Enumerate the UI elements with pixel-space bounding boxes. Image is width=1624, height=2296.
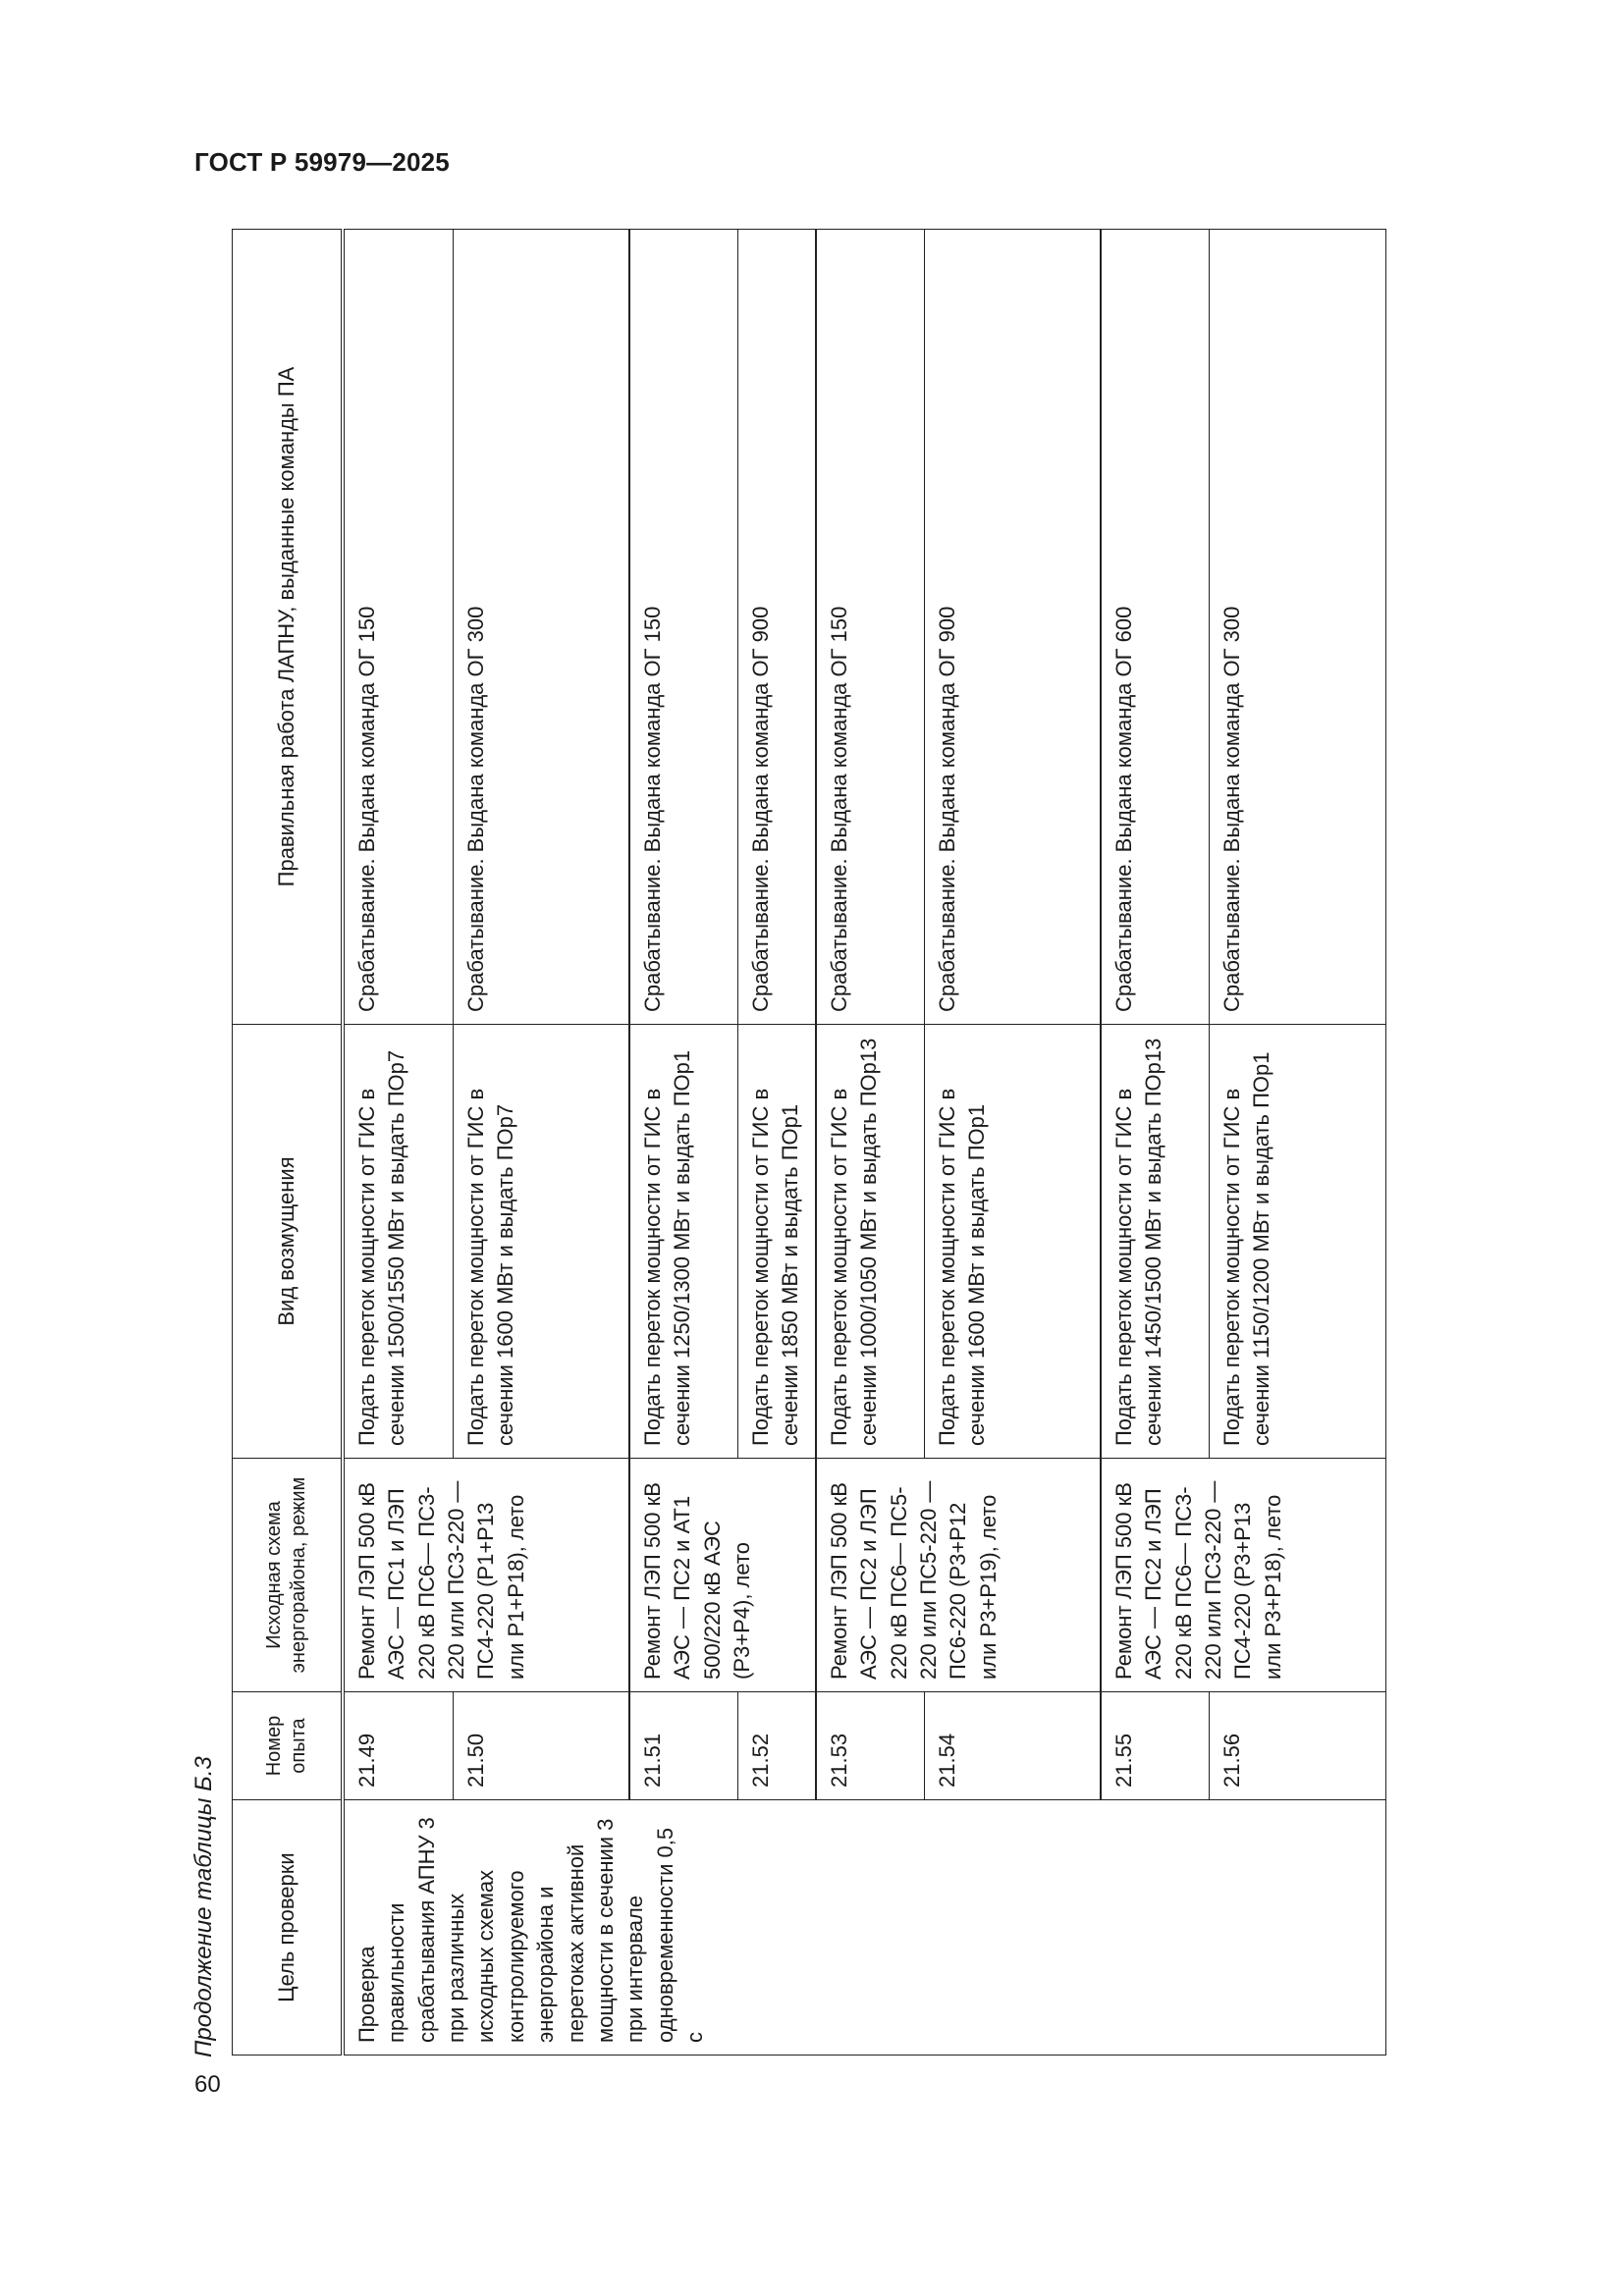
- row-number: 21.53: [816, 1692, 924, 1800]
- table-row: [629, 230, 737, 2056]
- disturbance-cell: Подать переток мощности от ГИС в сечении 1250/1300 МВт и выдать ПОр1: [629, 1025, 737, 1459]
- scheme-cell: Ремонт ЛЭП 500 кВ АЭС — ПС2 и ЛЭП 220 кВ ПС6— ПС5-220 или ПС5-220 — ПС6-220 (Р3+Р12 или Р3+Р19), лето: [816, 1459, 1101, 1692]
- scheme-cell: Ремонт ЛЭП 500 кВ АЭС — ПС2 и ЛЭП 220 кВ ПС6— ПС3-220 или ПС3-220 — ПС4-220 (Р3+Р13 или Р3+Р18), лето: [1101, 1459, 1385, 1692]
- row-number: 21.55: [1101, 1692, 1209, 1800]
- table-row: [737, 230, 816, 2056]
- result-cell: Срабатывание. Выдана команда ОГ 150: [816, 230, 924, 1025]
- rotated-table-wrapper: [232, 230, 1371, 2056]
- result-cell: Срабатывание. Выдана команда ОГ 150: [629, 230, 737, 1025]
- row-number: 21.56: [1209, 1692, 1385, 1800]
- row-number: 21.52: [737, 1692, 816, 1800]
- row-number: 21.51: [629, 1692, 737, 1800]
- test-table-container: [232, 230, 1371, 2056]
- disturbance-cell: Подать переток мощности от ГИС в сечении 1850 МВт и выдать ПОр1: [737, 1025, 816, 1459]
- test-table: [232, 229, 1386, 2056]
- scheme-cell: Ремонт ЛЭП 500 кВ АЭС — ПС2 и АТ1 500/220 кВ АЭС (Р3+Р4), лето: [629, 1459, 816, 1692]
- disturbance-cell: Подать переток мощности от ГИС в сечении 1000/1050 МВт и выдать ПОр13: [816, 1025, 924, 1459]
- result-cell: Срабатывание. Выдана команда ОГ 300: [453, 230, 629, 1025]
- result-cell: Срабатывание. Выдана команда ОГ 900: [924, 230, 1101, 1025]
- standard-code: ГОСТ Р 59979—2025: [194, 147, 450, 177]
- table-row: [343, 230, 453, 2056]
- disturbance-cell: Подать переток мощности от ГИС в сечении 1150/1200 МВт и выдать ПОр1: [1209, 1025, 1385, 1459]
- row-number: 21.54: [924, 1692, 1101, 1800]
- table-row: [924, 230, 1101, 2056]
- result-cell: Срабатывание. Выдана команда ОГ 150: [343, 230, 453, 1025]
- table-header-row: [233, 230, 344, 2056]
- table-row: [1209, 230, 1385, 2056]
- goal-cell: Проверка правильности срабатывания АПНУ 3 при различных исходных схемах контролируемого энергорайона и перетоках активной мощности в сечении 3 при интервале одновременности 0,5 с: [343, 1800, 1385, 2056]
- table-row: [1101, 230, 1209, 2056]
- header-scheme: Исходная схема энергорайона, режим: [233, 1459, 344, 1692]
- row-number: 21.50: [453, 1692, 629, 1800]
- result-cell: Срабатывание. Выдана команда ОГ 300: [1209, 230, 1385, 1025]
- table-row: [453, 230, 629, 2056]
- header-disturbance: Вид возмущения: [233, 1025, 344, 1459]
- page-number: 60: [194, 2071, 221, 2098]
- result-cell: Срабатывание. Выдана команда ОГ 600: [1101, 230, 1209, 1025]
- header-result: Правильная работа ЛАПНУ, выданные команды ПА: [233, 230, 344, 1025]
- disturbance-cell: Подать переток мощности от ГИС в сечении 1450/1500 МВт и выдать ПОр13: [1101, 1025, 1209, 1459]
- header-goal: Цель проверки: [233, 1800, 344, 2056]
- disturbance-cell: Подать переток мощности от ГИС в сечении 1600 МВт и выдать ПОр1: [924, 1025, 1101, 1459]
- table-continuation-caption: Продолжение таблицы Б.3: [190, 1756, 217, 2057]
- header-number: Номер опыта: [233, 1692, 344, 1800]
- scheme-cell: Ремонт ЛЭП 500 кВ АЭС — ПС1 и ЛЭП 220 кВ ПС6— ПС3-220 или ПС3-220 — ПС4-220 (Р1+Р13 или Р1+Р18), лето: [343, 1459, 629, 1692]
- result-cell: Срабатывание. Выдана команда ОГ 900: [737, 230, 816, 1025]
- table-row: [816, 230, 924, 2056]
- row-number: 21.49: [343, 1692, 453, 1800]
- disturbance-cell: Подать переток мощности от ГИС в сечении 1600 МВт и выдать ПОр7: [453, 1025, 629, 1459]
- disturbance-cell: Подать переток мощности от ГИС в сечении 1500/1550 МВт и выдать ПОр7: [343, 1025, 453, 1459]
